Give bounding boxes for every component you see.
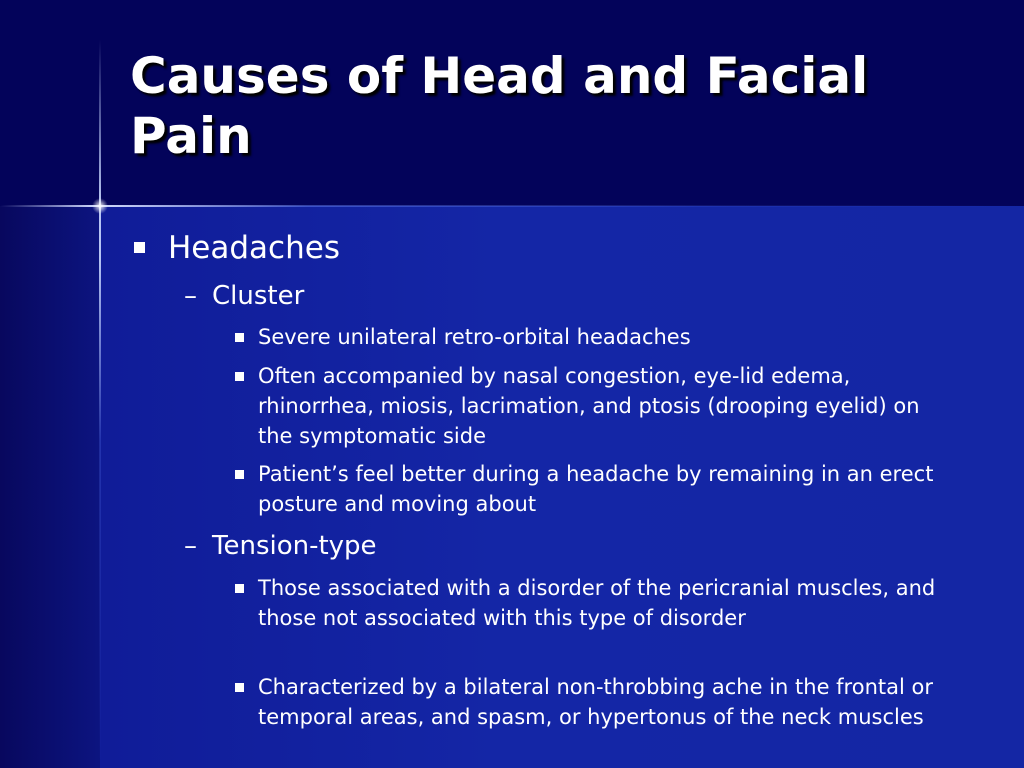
bullet-cluster-item-1: Severe unilateral retro-orbital headaches	[258, 325, 691, 349]
bullet-cluster: Cluster	[212, 281, 305, 311]
bullet-cluster-item-2: Often accompanied by nasal congestion, eye-lid edema, rhinorrhea, miosis, lacrimation, and ptosis (drooping eyelid) on the symptomatic side	[258, 364, 920, 448]
dash-bullet-icon: –	[184, 531, 197, 561]
dash-bullet-icon: –	[184, 281, 197, 311]
square-bullet-icon	[134, 242, 145, 253]
slide-title: Causes of Head and Facial Pain	[130, 47, 869, 165]
bullet-tension-item-2: Characterized by a bilateral non-throbbing ache in the frontal or temporal areas, and spasm, or hypertonus of the neck muscles	[258, 675, 933, 729]
bullet-tension-type: Tension-type	[212, 531, 377, 561]
square-bullet-icon	[235, 333, 244, 342]
square-bullet-icon	[235, 584, 244, 593]
bullet-headaches: Headaches	[168, 230, 340, 266]
square-bullet-icon	[235, 372, 244, 381]
bullet-cluster-item-3: Patient’s feel better during a headache by remaining in an erect posture and moving about	[258, 462, 934, 516]
bullet-tension-item-1: Those associated with a disorder of the pericranial muscles, and those not associated with this type of disorder	[258, 576, 936, 630]
square-bullet-icon	[235, 470, 244, 479]
square-bullet-icon	[235, 683, 244, 692]
